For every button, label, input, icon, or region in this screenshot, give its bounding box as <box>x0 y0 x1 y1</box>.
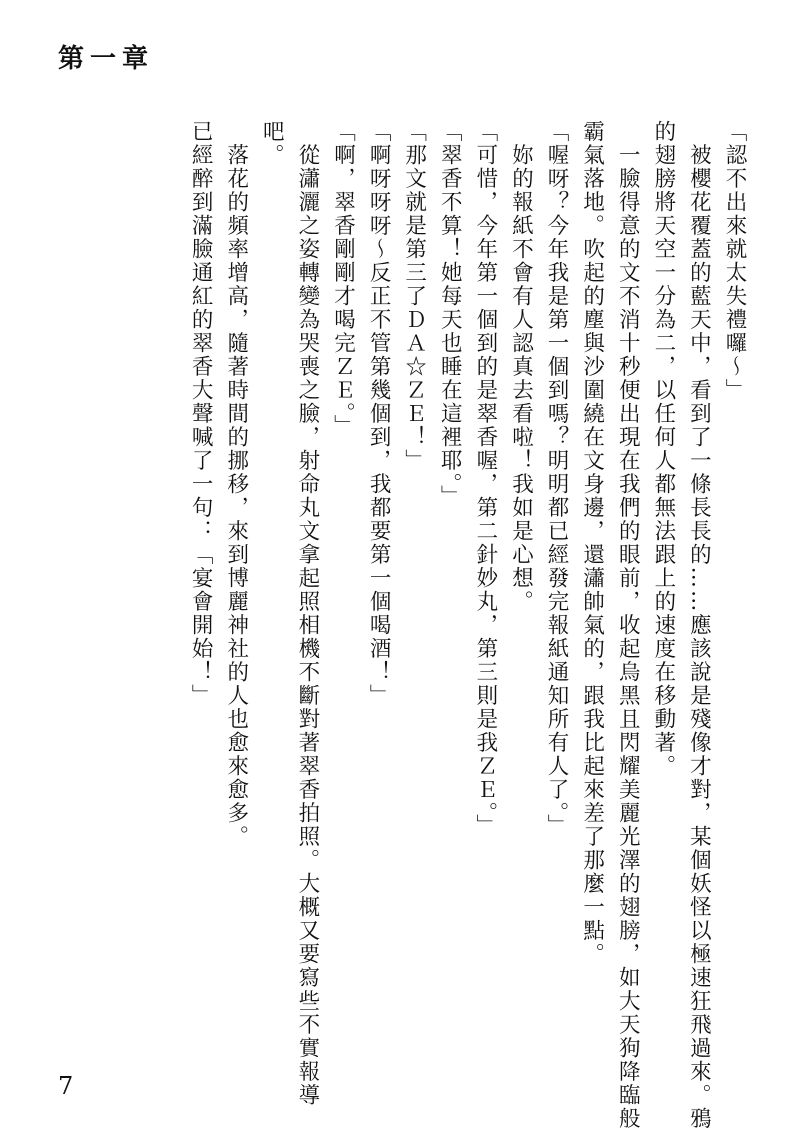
body-text <box>183 120 753 1131</box>
text-line: 一臉得意的文不消十秒便出現在我們的眼前，收起烏黑且閃耀美麗光澤的翅膀，如大天狗降臨般 <box>615 120 641 1131</box>
text-line: 吧。 <box>259 120 285 167</box>
text-line: 「翠香不算！她每天也睡在這裡耶。」 <box>437 120 463 509</box>
text-line: 「那文就是第三了ＤＡ☆ＺＥ！」 <box>401 120 427 473</box>
text-line: 「可惜，今年第一個到的是翠香喔，第二針妙丸，第三則是我ＺＥ。」 <box>472 120 498 838</box>
text-line: 落花的頻率增高，隨著時間的挪移，來到博麗神社的人也愈來愈多。 <box>223 120 249 849</box>
text-line: 已經醉到滿臉通紅的翠香大聲喊了一句：「宴會開始！」 <box>188 120 214 708</box>
text-line: 「啊，翠香剛剛才喝完ＺＥ。」 <box>330 120 356 439</box>
text-line: 妳的報紙不會有人認真去看啦！我如是心想。 <box>508 120 534 614</box>
chapter-title: 第一章 <box>58 44 155 74</box>
text-line: 「喔呀？今年我是第一個到嗎？明明都已經發完報紙通知所有人了。」 <box>544 120 570 838</box>
text-line: 從瀟灑之姿轉變為哭喪之臉，射命丸文拿起照相機不斷對著翠香拍照。大概又要寫些不實報導 <box>294 120 320 1107</box>
text-line: 「啊呀呀呀～反正不管第幾個到，我都要第一個喝酒！」 <box>366 120 392 708</box>
text-line: 被櫻花覆蓋的藍天中，看到了一條長長的……應該說是殘像才對，某個妖怪以極速狂飛過來。鴉 <box>686 120 712 1131</box>
text-line: 「認不出來就太失禮囉～」 <box>722 120 747 402</box>
page-number: 7 <box>58 1072 74 1100</box>
text-line: 霸氣落地。吹起的塵與沙圍繞在文身邊，還瀟帥氣的，跟我比起來差了那麼一點。 <box>579 120 605 966</box>
text-line: 的翅膀將天空一分為二，以任何人都無法跟上的速度在移動著。 <box>650 120 676 778</box>
